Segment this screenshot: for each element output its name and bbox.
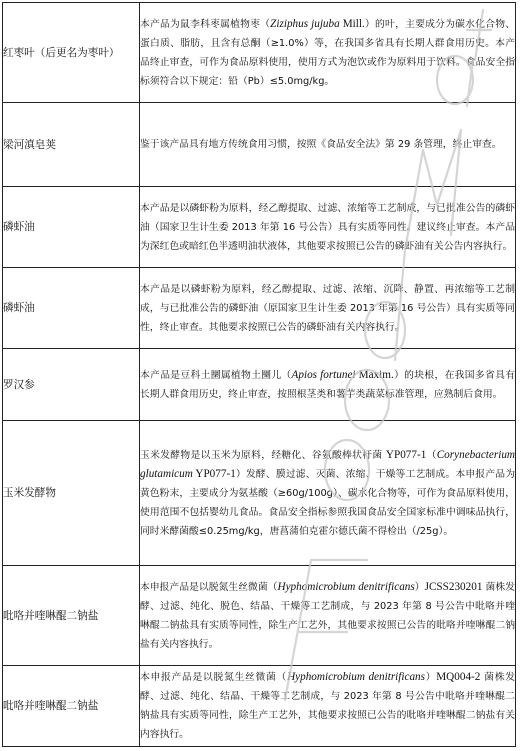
product-name-cell: 磷虾油 <box>3 268 140 349</box>
table-row <box>3 666 516 747</box>
description-text: 本产品是以磷虾粉为原料，经乙醇提取、过滤、浓缩等工艺制成，与已批准公告的磷虾油（国家卫生计生委 2013 年第 16 号公告）具有实质等同性。建议终止审查。本产品为深红色或暗红色半透明油状液体，其他要求按照已公告的磷虾油有关公告内容执行。 <box>140 202 515 252</box>
table-row <box>3 187 516 268</box>
description-text: 本申报产品是以脱氮生丝微菌（ <box>140 581 278 593</box>
latin-name: Ziziphus jujuba <box>270 17 340 30</box>
review-description-cell <box>140 421 516 566</box>
description-text: 鉴于该产品具有地方传统食用习惯，按照《食品安全法》第 29 条管理，终止审查。 <box>140 139 502 150</box>
review-description-cell <box>140 349 516 421</box>
description-text: ） <box>425 672 437 683</box>
description-text: Maxim. <box>355 368 394 381</box>
description-text: ）的块根，在我国多省具有长期人群食用历史，终止审查，按照根茎类和薯芋类蔬菜标准管理，应熟制后食用。 <box>140 369 515 400</box>
description-text: 本申报产品是以脱氮生丝微菌（ <box>140 672 288 683</box>
description-text: YP077-1 <box>385 448 427 461</box>
description-text: YP077-1 <box>192 467 236 480</box>
latin-name: Corynebacterium glutamicum <box>140 448 516 480</box>
table-row <box>3 349 516 421</box>
review-description-cell <box>140 187 516 268</box>
description-text: MQ004-2 <box>436 671 481 683</box>
product-name-cell: 罗汉参 <box>3 349 140 421</box>
latin-name: Apios fortunei <box>291 368 356 381</box>
description-text: Mill. <box>339 17 365 30</box>
product-name-cell: 吡咯并喹啉醌二钠盐 <box>3 566 140 666</box>
product-name-cell: 吡咯并喹啉醌二钠盐 <box>3 666 140 747</box>
description-text: 玉米发酵物是以玉米为原料，经糖化、谷氨酸棒状杆菌 <box>140 449 386 461</box>
review-description-cell <box>140 666 516 747</box>
table-row <box>3 3 516 103</box>
review-description-cell <box>140 3 516 103</box>
description-text: 菌株发酵、过滤、纯化、结晶、干燥等工艺制成，与 2023 年第 8 号公告中吡咯并喹啉醌二钠盐具有实质等同性，除生产工艺外，其他要求按照已公告的吡咯并喹啉醌二钠盐有关内容执行。 <box>140 672 516 740</box>
description-text: 本产品为鼠李科枣属植物枣（ <box>140 18 271 30</box>
review-results-table <box>2 2 516 747</box>
description-text: ）发酵、膜过滤、灭菌、浓缩、干燥等工艺制成。本申报产品为黄色粉末，主要成分为氨基酸（≥60g/100g）、碳水化合物等，可作为食品原料使用，使用范围不包括婴幼儿食品。食品安全指标参照我国食品安全国家标准中调味品执行，同时米酵菌酸≤0.25mg/kg，唐菖蒲伯克霍尔德氏菌不得检出（/25g）。 <box>140 468 515 537</box>
description-text: （ <box>426 449 437 461</box>
product-name-cell: 梁河滇皂荚 <box>3 103 140 187</box>
review-description-cell <box>140 103 516 187</box>
latin-name: Hyphomicrobium denitrificans <box>277 580 415 593</box>
description-text: ） <box>414 581 425 593</box>
product-name-cell: 玉米发酵物 <box>3 421 140 566</box>
description-text: JCSS230201 <box>424 580 483 593</box>
description-text: ）的叶，主要成分为碳水化合物、蛋白质、脂肪，且含有总酮（≥1.0%）等，在我国多省具有长期人群食用历史。本产品终止审查，可作为食品原料使用，使用方式为泡饮或作为原料用于饮料。食品安全指标须符合以下规定：铅（Pb）≤5.0mg/kg。 <box>140 18 516 87</box>
product-name-cell: 红枣叶（后更名为枣叶） <box>3 3 140 103</box>
table-row <box>3 268 516 349</box>
latin-name: Hyphomicrobium denitrificans <box>287 671 426 683</box>
review-description-cell <box>140 268 516 349</box>
table-row <box>3 421 516 566</box>
description-text: 菌株发酵、过滤、纯化、脱色、结晶、干燥等工艺制成，与 2023 年第 8 号公告中吡咯并喹啉醌二钠盐具有实质等同性，除生产工艺外，其他要求按照已公告的吡咯并喹啉醌二钠盐有关内容执行。 <box>140 581 515 650</box>
table-row <box>3 566 516 666</box>
table-row <box>3 103 516 187</box>
description-text: 本产品是以磷虾粉为原料，经乙醇提取、过滤、浓缩、沉降、静置、再浓缩等工艺制成，与已批准公告的磷虾油（原国家卫生计生委 2013 年第 16 号公告）具有实质等同性，终止审查。其他要求按照已公告的磷虾油有关内容执行。 <box>140 283 515 333</box>
product-name-cell: 磷虾油 <box>3 187 140 268</box>
description-text: 本产品是豆科土圞属植物土圞儿（ <box>140 369 292 381</box>
table-body <box>3 3 516 747</box>
review-description-cell <box>140 566 516 666</box>
